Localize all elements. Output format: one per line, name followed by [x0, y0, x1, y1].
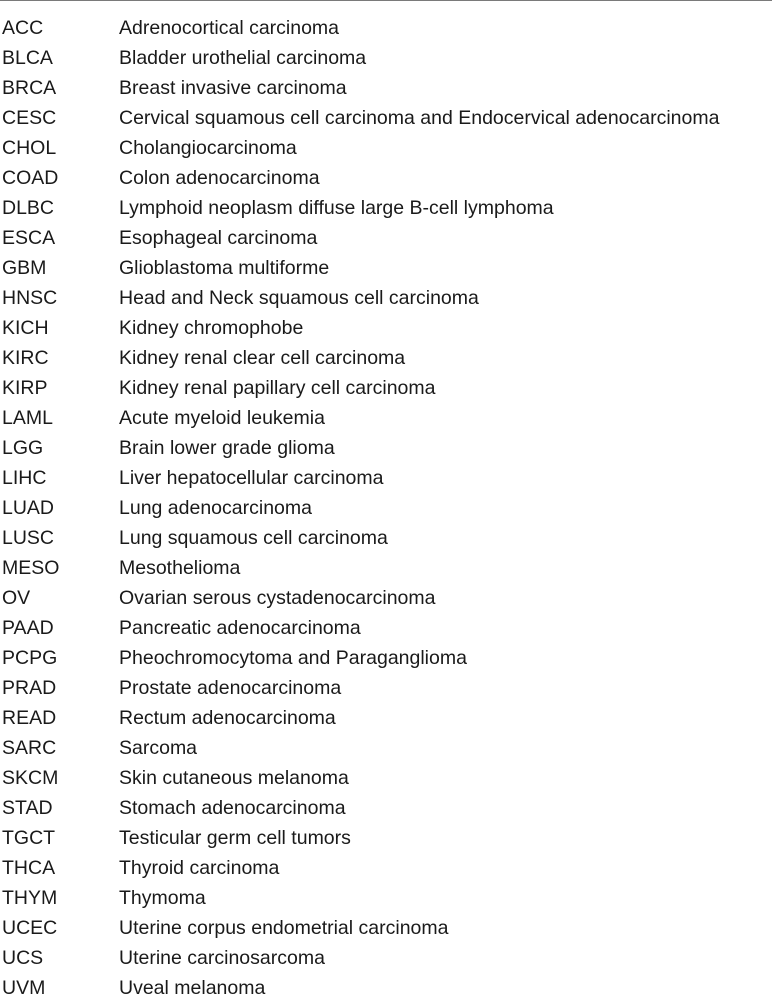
cancer-code: UVM: [2, 977, 46, 999]
table-row: [0, 493, 772, 523]
cancer-name: Head and Neck squamous cell carcinoma: [119, 287, 479, 309]
cancer-name: Ovarian serous cystadenocarcinoma: [119, 587, 436, 609]
cancer-name: Lung adenocarcinoma: [119, 497, 312, 519]
table-row: [0, 943, 772, 973]
cancer-code: TGCT: [2, 827, 56, 849]
cancer-name: Kidney renal papillary cell carcinoma: [119, 377, 436, 399]
table-row: [0, 553, 772, 583]
cancer-name: Thymoma: [119, 887, 206, 909]
table-row: [0, 223, 772, 253]
cancer-name: Uterine corpus endometrial carcinoma: [119, 917, 449, 939]
cancer-name: Sarcoma: [119, 737, 198, 759]
cancer-name: Bladder urothelial carcinoma: [119, 47, 367, 69]
cancer-code: KIRP: [2, 377, 48, 399]
cancer-name: Pheochromocytoma and Paraganglioma: [119, 647, 467, 669]
cancer-code: THCA: [2, 857, 56, 879]
cancer-name: Prostate adenocarcinoma: [119, 677, 342, 699]
cancer-code: KIRC: [2, 347, 49, 369]
table-row: [0, 43, 772, 73]
cancer-code: LGG: [2, 437, 44, 459]
table-row: [0, 133, 772, 163]
table-row: [0, 523, 772, 553]
cancer-code: KICH: [2, 317, 49, 339]
cancer-name: Colon adenocarcinoma: [119, 167, 320, 189]
cancer-name: Breast invasive carcinoma: [119, 77, 347, 99]
cancer-name: Kidney chromophobe: [119, 317, 304, 339]
table-row: [0, 613, 772, 643]
table-row: [0, 163, 772, 193]
cancer-name: Brain lower grade glioma: [119, 437, 335, 459]
cancer-code: OV: [2, 587, 31, 609]
cancer-name: Liver hepatocellular carcinoma: [119, 467, 384, 489]
cancer-code: BRCA: [2, 77, 57, 99]
cancer-code: PCPG: [2, 647, 58, 669]
table-row: [0, 463, 772, 493]
cancer-name: Lymphoid neoplasm diffuse large B-cell lymphoma: [119, 197, 554, 219]
cancer-name: Stomach adenocarcinoma: [119, 797, 346, 819]
table-row: [0, 403, 772, 433]
cancer-code: LUSC: [2, 527, 55, 549]
table-row: [0, 73, 772, 103]
table-row: [0, 643, 772, 673]
cancer-code: COAD: [2, 167, 59, 189]
table-row: [0, 763, 772, 793]
cancer-name: Cholangiocarcinoma: [119, 137, 297, 159]
cancer-code: SKCM: [2, 767, 59, 789]
cancer-name: Testicular germ cell tumors: [119, 827, 351, 849]
table-row: [0, 673, 772, 703]
cancer-name: Cervical squamous cell carcinoma and Endocervical adenocarcinoma: [119, 107, 720, 129]
table-row: [0, 253, 772, 283]
cancer-code: HNSC: [2, 287, 58, 309]
table-row: [0, 733, 772, 763]
cancer-name: Thyroid carcinoma: [119, 857, 280, 879]
table-row: [0, 313, 772, 343]
cancer-name: Lung squamous cell carcinoma: [119, 527, 388, 549]
table-row: [0, 883, 772, 913]
cancer-code: READ: [2, 707, 57, 729]
table-row: [0, 793, 772, 823]
cancer-name: Kidney renal clear cell carcinoma: [119, 347, 406, 369]
cancer-code: PAAD: [2, 617, 54, 639]
cancer-code: LAML: [2, 407, 53, 429]
cancer-code: UCEC: [2, 917, 58, 939]
cancer-code: LUAD: [2, 497, 55, 519]
cancer-name: Mesothelioma: [119, 557, 241, 579]
cancer-code: THYM: [2, 887, 58, 909]
cancer-code: ACC: [2, 17, 44, 39]
cancer-code: PRAD: [2, 677, 57, 699]
cancer-code: STAD: [2, 797, 53, 819]
cancer-name: Uterine carcinosarcoma: [119, 947, 325, 969]
table-body: [0, 13, 772, 1003]
table-row: [0, 343, 772, 373]
cancer-code: ESCA: [2, 227, 56, 249]
table-row: [0, 823, 772, 853]
table-row: [0, 13, 772, 43]
cancer-code: CESC: [2, 107, 57, 129]
table-row: [0, 373, 772, 403]
cancer-code: DLBC: [2, 197, 55, 219]
cancer-code: MESO: [2, 557, 60, 579]
table-row: [0, 283, 772, 313]
cancer-code: GBM: [2, 257, 47, 279]
cancer-name: Skin cutaneous melanoma: [119, 767, 349, 789]
table-row: [0, 583, 772, 613]
cancer-abbreviation-table: [0, 13, 772, 1003]
cancer-name: Pancreatic adenocarcinoma: [119, 617, 361, 639]
top-rule: [0, 0, 772, 1]
cancer-name: Rectum adenocarcinoma: [119, 707, 336, 729]
cancer-name: Uveal melanoma: [119, 977, 266, 999]
table-row: [0, 103, 772, 133]
table-row: [0, 433, 772, 463]
table-row: [0, 193, 772, 223]
cancer-name: Adrenocortical carcinoma: [119, 17, 340, 39]
cancer-code: CHOL: [2, 137, 57, 159]
cancer-name: Esophageal carcinoma: [119, 227, 318, 249]
table-row: [0, 913, 772, 943]
cancer-name: Acute myeloid leukemia: [119, 407, 325, 429]
cancer-code: UCS: [2, 947, 44, 969]
cancer-code: SARC: [2, 737, 57, 759]
cancer-name: Glioblastoma multiforme: [119, 257, 330, 279]
table-row: [0, 703, 772, 733]
cancer-code: LIHC: [2, 467, 47, 489]
cancer-code: BLCA: [2, 47, 53, 69]
table-row: [0, 853, 772, 883]
